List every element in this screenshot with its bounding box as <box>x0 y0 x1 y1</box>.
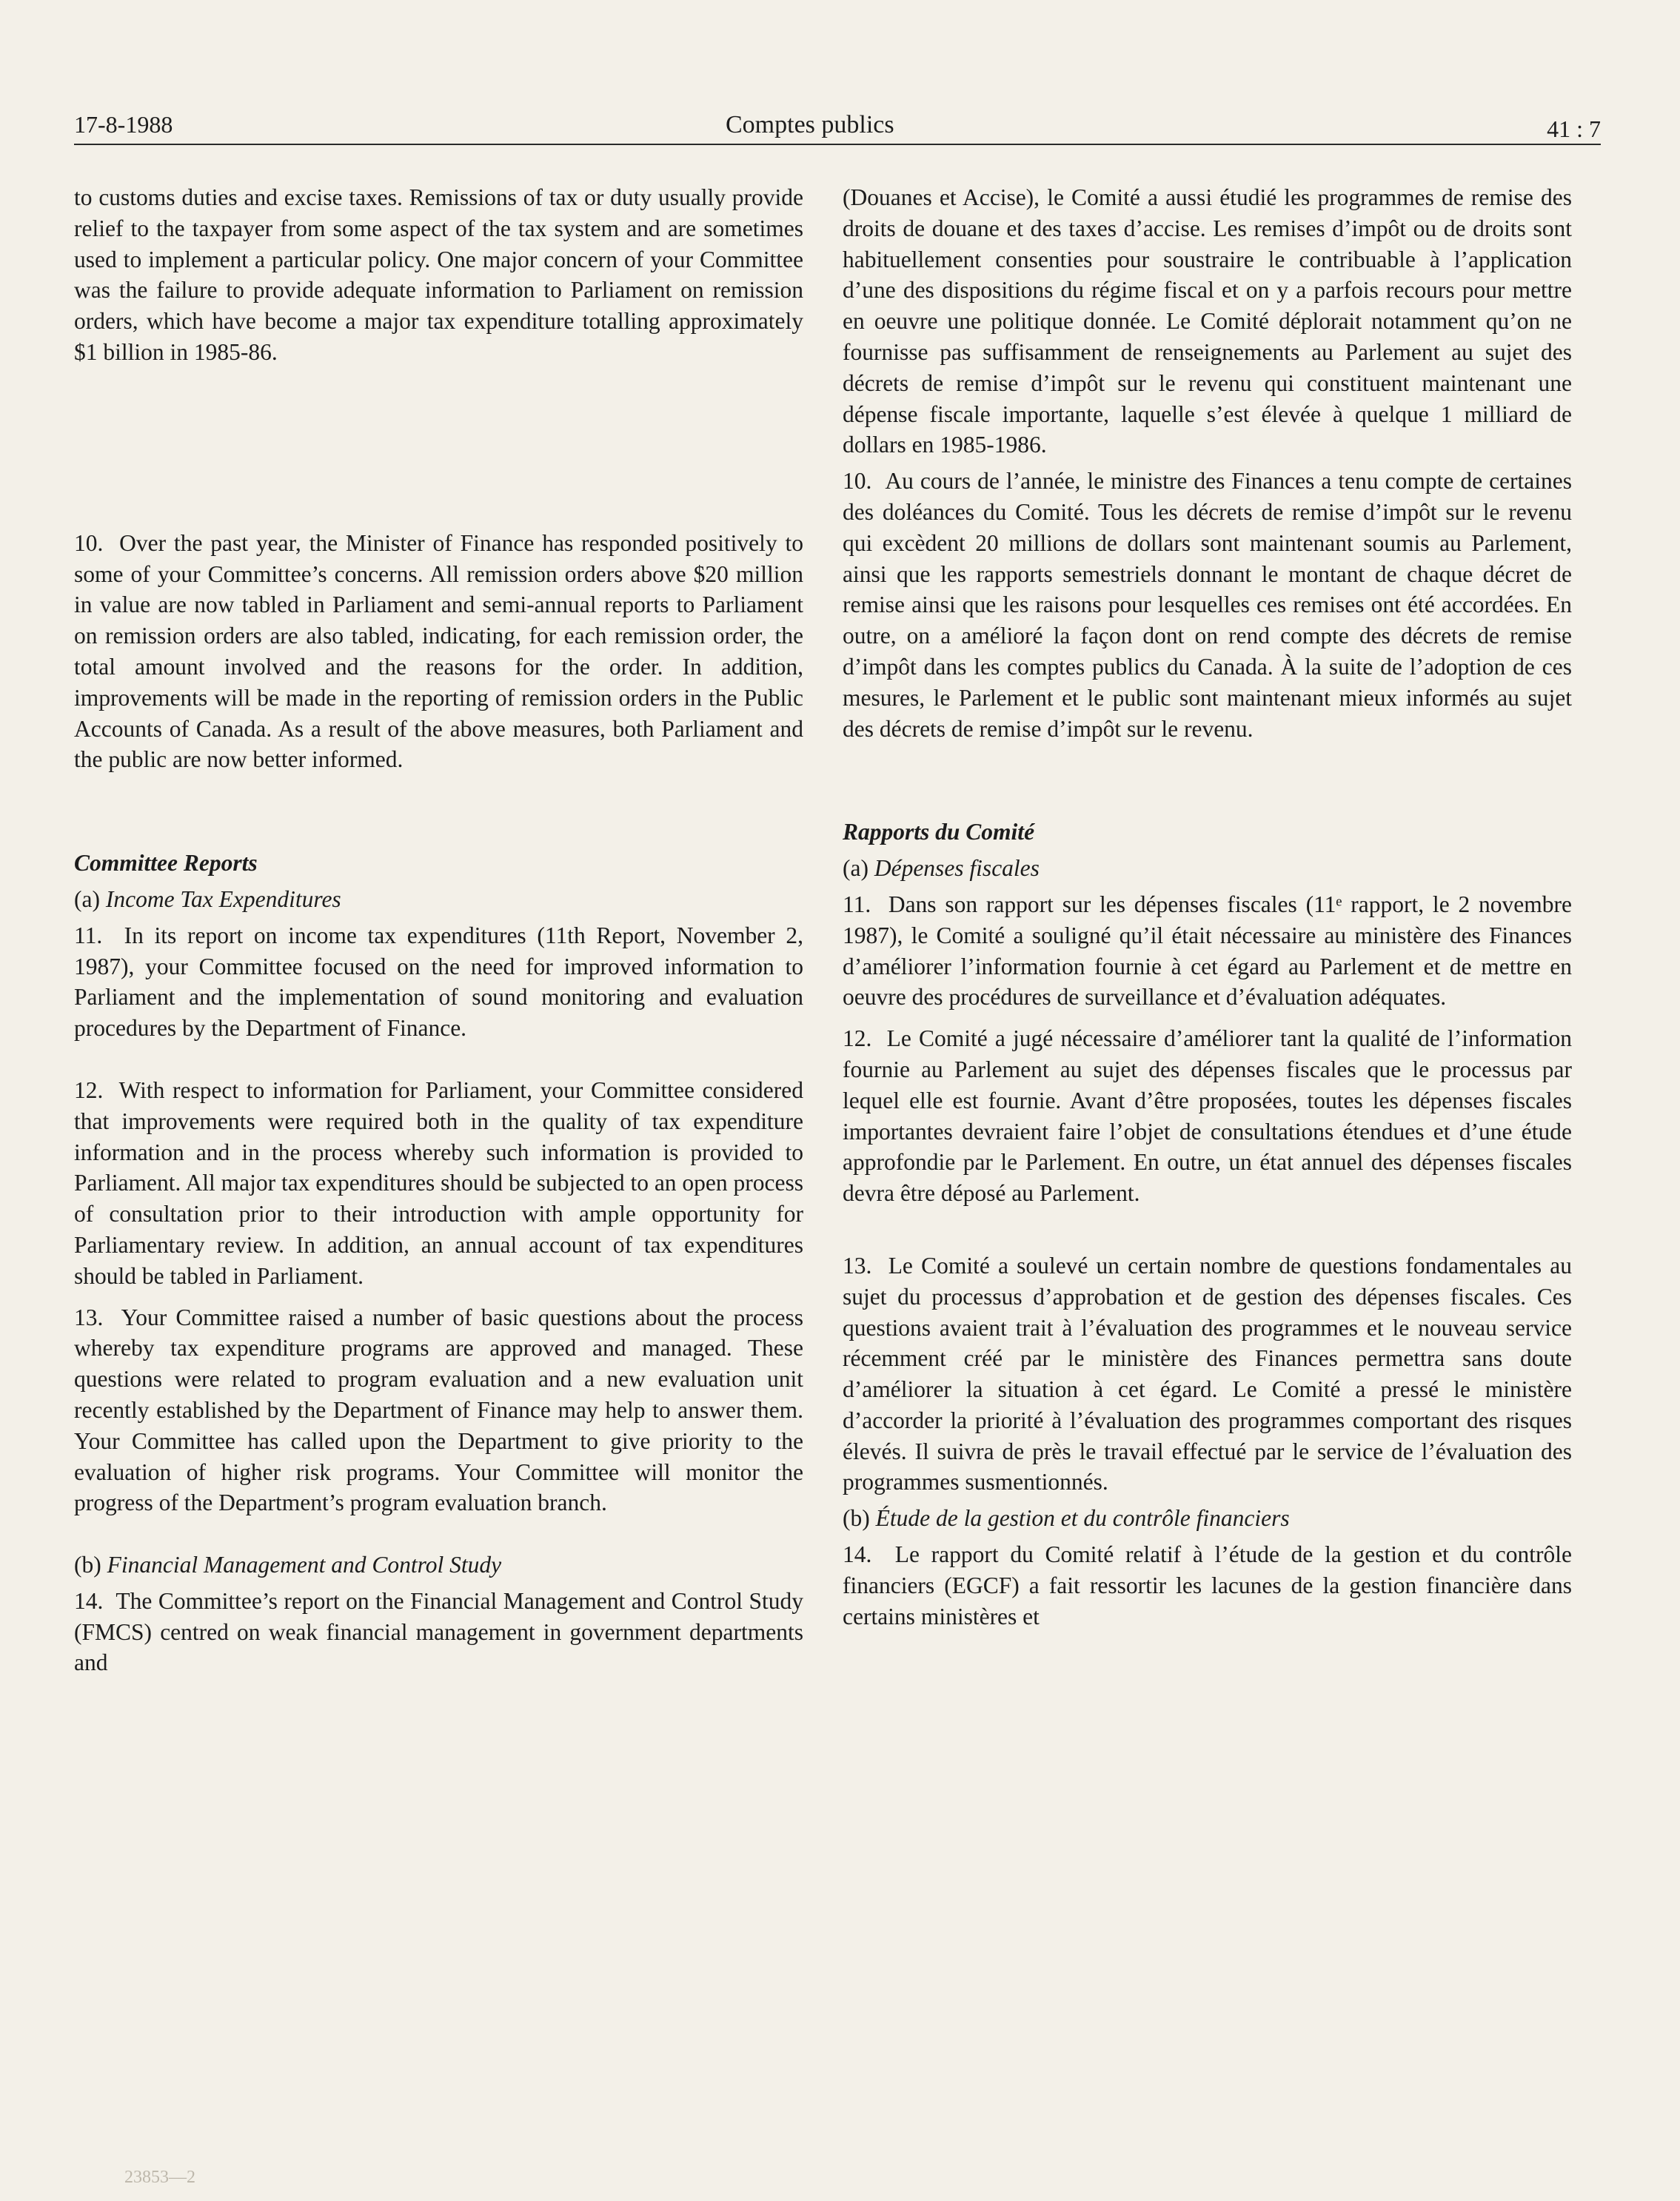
subsection-a-heading <box>74 884 803 915</box>
paragraph-14: 14. The Committee’s report on the Financial Management and Control Study (FMCS) centred on weak financial management in government departments and <box>74 1587 803 1676</box>
paragraph-12: 12. Le Comité a jugé nécessaire d’améliorer tant la qualité de l’information fournie au Parlement au sujet des dépenses fiscales que le processus par lequel elle est fournie. Avant d’être proposées, toutes les dépenses fiscales importantes devraient faire l’objet de consultations étendues et d’une étude approfondie par le Parlement. En outre, un état annuel des dépenses fiscales devra être déposé au Parlement. <box>843 1025 1572 1207</box>
paragraph-12: 12. With respect to information for Parliament, your Committee considered that improvements were required both in the quality of tax expenditure information and in the process whereby such information is provided to Parliament. All major tax expenditures should be subjected to an open process of consultation prior to their introduction with ample opportunity for Parliamentary review. In addition, an annual account of tax expenditures should be tabled in Parliament. <box>74 1076 804 1289</box>
subsection-b-heading <box>843 1503 1572 1534</box>
paragraph-13: 13. Your Committee raised a number of basic questions about the process whereby tax expenditure programs are approved and managed. These questions were related to program evaluation and a new evaluation unit recently established by the Department of Finance may help to answer them. Your Committee has called upon the Department to give priority to the evaluation of higher risk programs. Your Committee will monitor the progress of the Department’s program evaluation branch. <box>74 1304 803 1516</box>
subsection-b-label: (b) <box>843 1505 870 1532</box>
print-code: 23853—2 <box>124 2168 195 2187</box>
paragraph-intro: to customs duties and excise taxes. Remissions of tax or duty usually provide relief to the taxpayer from some aspect of the tax system and are sometimes used to implement a particular policy. One major concern of your Committee was the failure to provide adequate information to Parliament on remission orders, which have become a major tax expenditure totalling approximately $1 billion in 1985-86. <box>74 184 803 365</box>
paragraph-11: 11. Dans son rapport sur les dépenses fiscales (11ᵉ rapport, le 2 novembre 1987), le Comité a souligné qu’il était nécessaire au ministère des Finances d’améliorer l’information fournie à cet égard au Parlement et de mettre en oeuvre des procédures de surveillance et d’évaluation adéquates. <box>843 891 1572 1011</box>
header-date: 17-8-1988 <box>74 111 173 138</box>
subsection-b-title: Étude de la gestion et du contrôle financiers <box>875 1505 1290 1532</box>
section-heading: Committee Reports <box>74 850 258 877</box>
header-title: Comptes publics <box>726 111 894 138</box>
subsection-a-label: (a) <box>843 855 869 882</box>
subsection-a-heading <box>843 853 1572 884</box>
subsection-a-title: Dépenses fiscales <box>874 855 1040 882</box>
subsection-b-title: Financial Management and Control Study <box>107 1552 502 1578</box>
subsection-a-label: (a) <box>74 885 100 912</box>
paragraph-13: 13. Le Comité a soulevé un certain nombre de questions fondamentales au sujet du processus d’approbation et de gestion des dépenses fiscales. Ces questions avaient trait à l’évaluation des programmes et le nouveau service récemment créé par le ministère des Finances permettra sans doute d’améliorer la situation à cet égard. Le Comité a pressé le ministère d’accorder la priorité à l’évaluation des programmes comportant des risques élevés. Il suivra de près le travail effectué par le service de l’évaluation des programmes susmentionnés. <box>843 1252 1572 1495</box>
subsection-b-label: (b) <box>74 1552 101 1578</box>
paragraph-11: 11. In its report on income tax expenditures (11th Report, November 2, 1987), your Committee focused on the need for improved information to Parliament and the implementation of sound monitoring and evaluation procedures by the Department of Finance. <box>74 922 803 1042</box>
header-rule <box>74 144 1601 145</box>
paragraph-10: 10. Over the past year, the Minister of Finance has responded positively to some of your Committee’s concerns. All remission orders above $20 million in value are now tabled in Parliament and semi-annual reports to Parliament on remission orders are also tabled, indicating, for each remission order, the total amount involved and the reasons for the order. In addition, improvements will be made in the reporting of remission orders in the Public Accounts of Canada. As a result of the above measures, both Parliament and the public are now better informed. <box>74 529 803 773</box>
page-number: 41 : 7 <box>1547 115 1601 142</box>
section-heading: Rapports du Comité <box>843 819 1035 845</box>
paragraph-10: 10. Au cours de l’année, le ministre des Finances a tenu compte de certaines des doléances du Comité. Tous les décrets de remise d’impôt sur le revenu qui excèdent 20 millions de dollars sont maintenant soumis au Parlement, ainsi que les rapports semestriels donnant le montant de chaque décret de remise ainsi que les raisons pour lesquelles ces remises ont été accordées. En outre, on a amélioré la façon dont on rend compte des décrets de remise d’impôt dans les comptes publics du Canada. À la suite de l’adoption de ces mesures, le Parlement et le public sont maintenant mieux informés au sujet des décrets de remise d’impôt sur le revenu. <box>843 468 1572 742</box>
subsection-a-title: Income Tax Expenditures <box>105 885 341 912</box>
paragraph-intro: (Douanes et Accise), le Comité a aussi étudié les programmes de remise des droits de douane et des taxes d’accise. Les remises d’impôt ou de droits sont habituellement consenties pour soustraire le contribuable à l’application d’une des dispositions du régime fiscal et on y a parfois recours pour mettre en oeuvre une politique donnée. Le Comité déplorait notamment qu’on ne fournisse pas suffisamment de renseignements au Parlement au sujet des décrets de remise d’impôt sur le revenu qui constituent maintenant une dépense fiscale importante, laquelle s’est élevée à quelque 1 milliard de dollars en 1985-1986. <box>843 184 1572 458</box>
paragraph-14: 14. Le rapport du Comité relatif à l’étude de la gestion et du contrôle financiers (EGCF) a fait ressortir les lacunes de la gestion financière dans certains ministères et <box>843 1541 1572 1629</box>
french-column <box>843 182 1572 1632</box>
page-header <box>74 111 1601 155</box>
english-column <box>74 182 803 1678</box>
subsection-b-heading <box>74 1550 803 1581</box>
